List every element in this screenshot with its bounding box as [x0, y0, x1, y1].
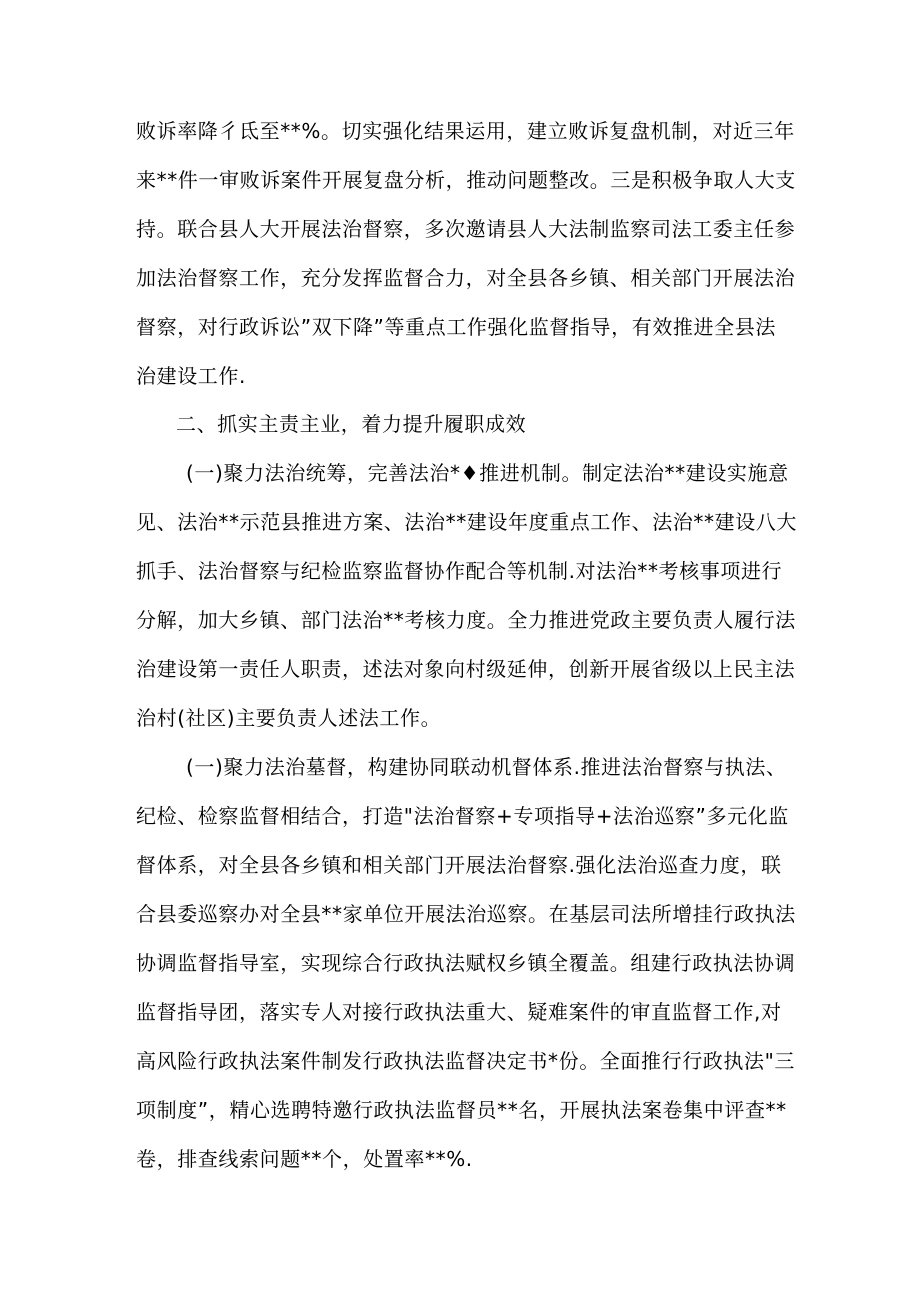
text-line: 见、法治**示范县推进方案、法治**建设年度重点工作、法治**建设八大 — [136, 510, 797, 534]
text-line: 督察，对行政诉讼”双下降”等重点工作强化监督指导，有效推进全县法 — [136, 315, 776, 339]
text-line: (一)聚力法治统筹，完善法治*♦推进机制。制定法治**建设实施意 — [186, 461, 789, 485]
text-line: (一)聚力法治墓督，构建协同联动机督体系.推进法治督察与执法、 — [186, 755, 787, 779]
text-line: 合县委巡察办对全县**家单位开展法治巡察。在基层司法所增挂行政执法 — [136, 902, 796, 926]
text-line: 败诉率降彳氐至**%。切实强化结果运用，建立败诉复盘机制，对近三年 — [136, 119, 795, 143]
text-line: 纪检、检察监督相结合，打造"法治督察+专项指导+法治巡察”多元化监 — [136, 804, 789, 828]
text-line: 治建设工作. — [136, 364, 246, 388]
text-line: 协调监督指导室，实现综合行政执法赋权乡镇全覆盖。组建行政执法协调 — [136, 951, 796, 975]
text-line: 高风险行政执法案件制发行政执法监督决定书*份。全面推行行政执法"三 — [136, 1049, 795, 1073]
text-line: 监督指导团，落实专人对接行政执法重大、疑难案件的审直监督工作,对 — [136, 1000, 782, 1024]
text-line: 督体系，对全县各乡镇和相关部门开展法治督察.强化法治巡查力度，联 — [136, 853, 782, 877]
section-heading: 二、抓实主责主业，着力提升履职成效 — [176, 412, 527, 436]
text-line: 项制度”，精心选聘特邀行政执法监督员**名，开展执法案卷集中评查** — [136, 1098, 787, 1122]
text-line: 治村(社区)主要负责人述法工作。 — [136, 706, 442, 730]
text-line: 持。联合县人大开展法治督察，多次邀请县人大法制监察司法工委主任参 — [136, 217, 796, 241]
text-line: 分解，加大乡镇、部门法治**考核力度。全力推进党政主要负责人履行法 — [136, 608, 796, 632]
text-line: 来**件一审败诉案件开展复盘分析，推动问题整改。三是积极争取人大支 — [136, 168, 796, 192]
text-line: 治建设第一责任人职责，述法对象向村级延伸，创新开展省级以上民主法 — [136, 657, 796, 681]
text-line: 抓手、法治督察与纪检监察监督协作配合等机制.对法治**考核事项进行 — [136, 559, 783, 583]
text-line: 加法治督察工作，充分发挥监督合力，对全县各乡镇、相关部门开展法治 — [136, 266, 796, 290]
text-line: 卷，排查线索问题**个，处置率**%. — [136, 1147, 473, 1171]
